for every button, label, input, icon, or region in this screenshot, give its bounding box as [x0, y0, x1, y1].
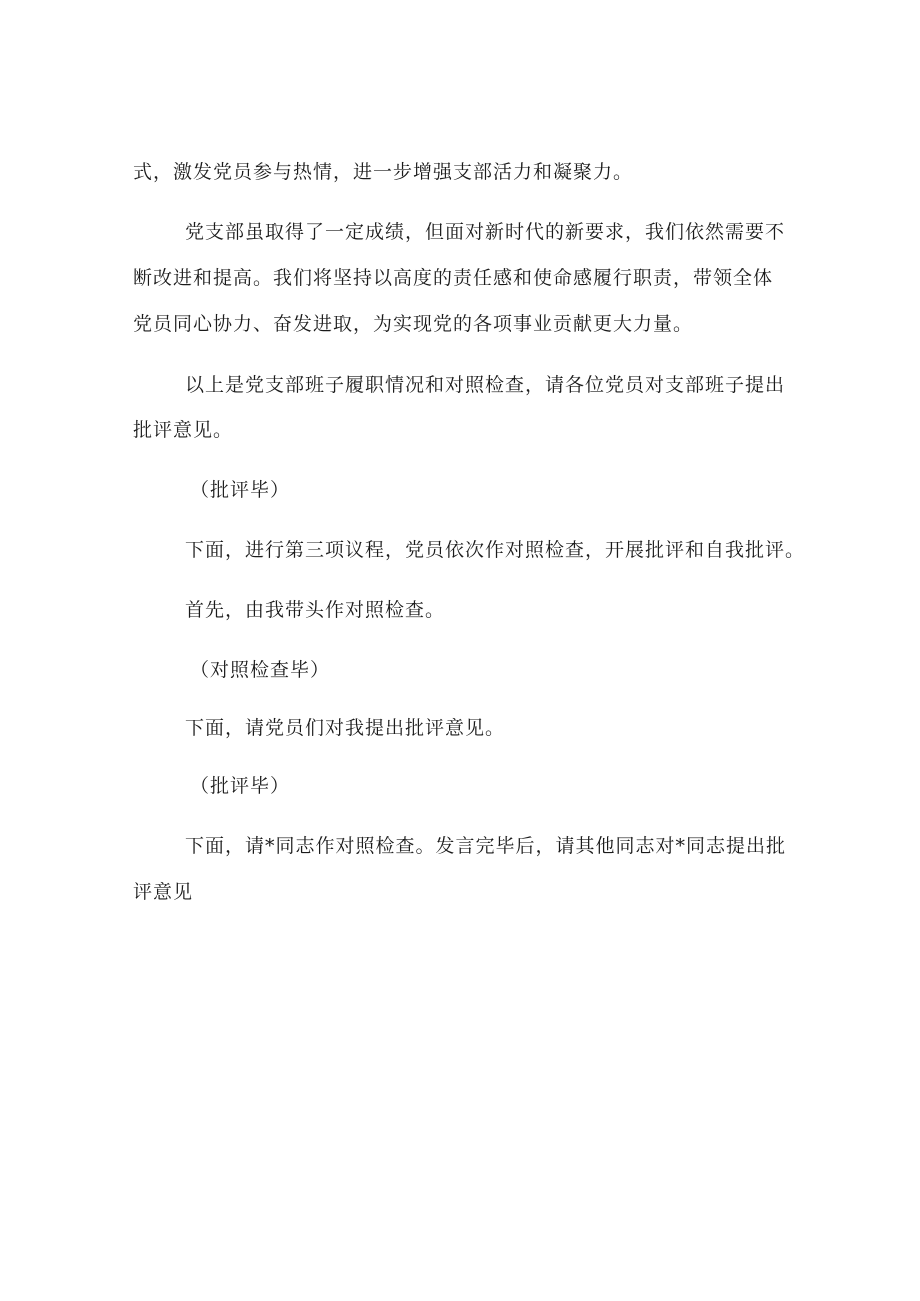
- stage-direction: （批评毕）: [190, 479, 291, 501]
- paragraph-line: 断改进和提高。我们将坚持以高度的责任感和使命感履行职责，带领全体: [133, 267, 774, 289]
- paragraph-line: 批评意见。: [133, 419, 234, 441]
- stage-direction: （对照检查毕）: [190, 659, 331, 681]
- paragraph-line: 党支部虽取得了一定成绩，但面对新时代的新要求，我们依然需要不: [185, 221, 786, 243]
- paragraph-line: 式，激发党员参与热情，进一步增强支部活力和凝聚力。: [133, 161, 634, 183]
- paragraph-line: 党员同心协力、奋发进取，为实现党的各项事业贡献更大力量。: [133, 313, 694, 335]
- paragraph-line: 下面，请党员们对我提出批评意见。: [185, 717, 506, 739]
- paragraph-line: 下面，进行第三项议程，党员依次作对照检查，开展批评和自我批评。: [185, 539, 806, 561]
- paragraph-line: 首先，由我带头作对照检查。: [185, 599, 446, 621]
- paragraph-line: 下面，请*同志作对照检查。发言完毕后，请其他同志对*同志提出批: [185, 835, 787, 857]
- stage-direction: （批评毕）: [190, 775, 291, 797]
- paragraph-line: 以上是党支部班子履职情况和对照检查，请各位党员对支部班子提出: [185, 374, 786, 396]
- paragraph-line: 评意见: [133, 881, 194, 903]
